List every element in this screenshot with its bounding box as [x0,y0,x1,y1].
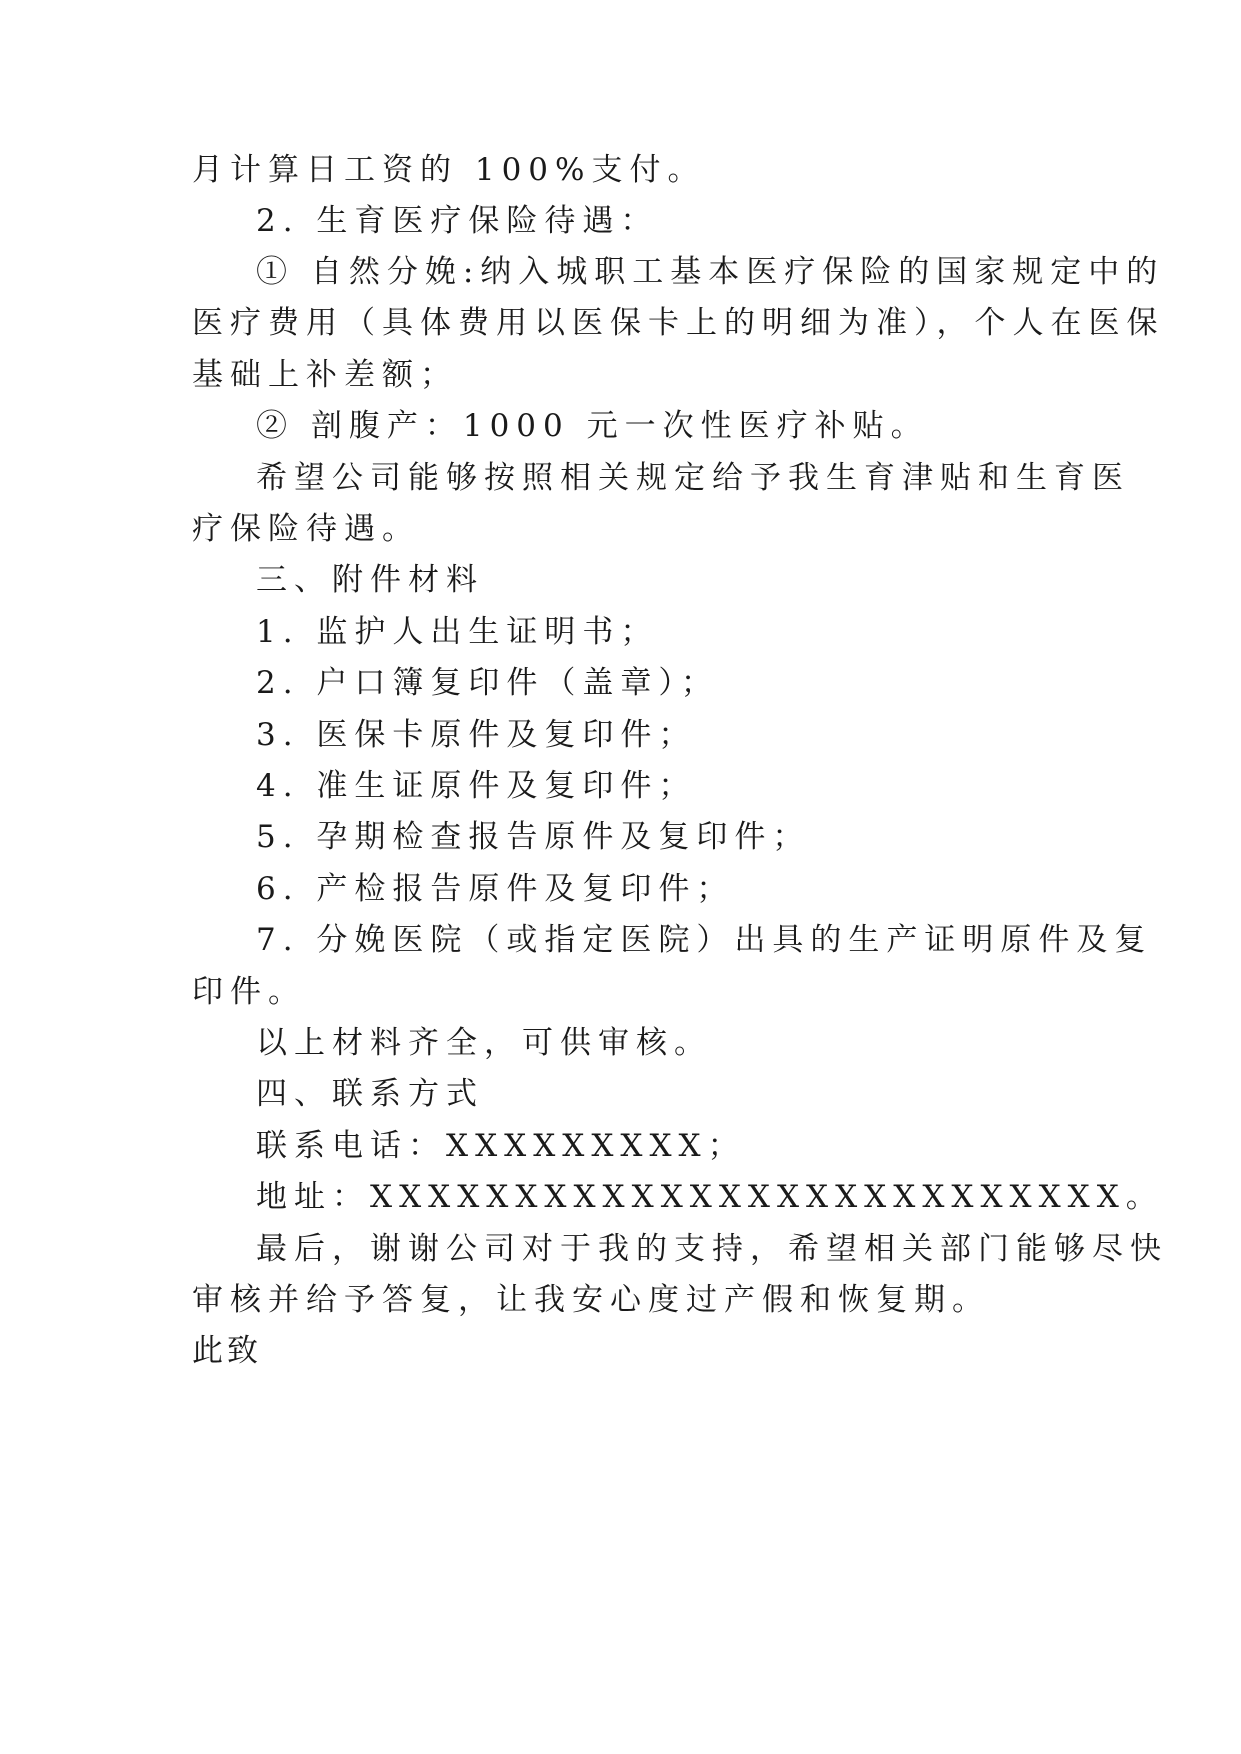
list-item: ② 剖腹产：1000 元一次性医疗补贴。 [256,408,929,444]
list-item: ① 自然分娩:纳入城职工基本医疗保险的国家规定中的 [256,254,1165,290]
section-heading: 四、联系方式 [256,1076,484,1112]
contact-address: 地址：XXXXXXXXXXXXXXXXXXXXXXXXXX。 [256,1179,1164,1215]
text-line: 月计算日工资的 100%支付。 [192,152,706,188]
paragraph-line: 以上材料齐全，可供审核。 [256,1025,712,1061]
list-item-heading: 2. 生育医疗保险待遇： [256,203,659,239]
text-line: 基础上补差额； [192,357,458,393]
text-line: 审核并给予答复，让我安心度过产假和恢复期。 [192,1282,990,1318]
list-item: 5. 孕期检查报告原件及复印件； [256,819,811,855]
list-item: 3. 医保卡原件及复印件； [256,717,697,753]
text-line: 医疗费用（具体费用以医保卡上的明细为准），个人在医保 [192,305,1165,341]
list-item: 7. 分娩医院（或指定医院）出具的生产证明原件及复 [256,922,1153,958]
text-line: 疗保险待遇。 [192,511,420,547]
list-item: 1. 监护人出生证明书； [256,614,659,650]
section-heading: 三、附件材料 [256,562,484,598]
text-line: 印件。 [192,974,306,1010]
list-item: 4. 准生证原件及复印件； [256,768,697,804]
contact-phone: 联系电话：XXXXXXXXX； [256,1128,746,1164]
paragraph-line: 最后，谢谢公司对于我的支持，希望相关部门能够尽快 [256,1231,1168,1267]
closing-salutation: 此致 [192,1333,262,1369]
list-item: 2. 户口簿复印件（盖章）； [256,665,719,701]
paragraph-line: 希望公司能够按照相关规定给予我生育津贴和生育医 [256,460,1130,496]
list-item: 6. 产检报告原件及复印件； [256,871,735,907]
